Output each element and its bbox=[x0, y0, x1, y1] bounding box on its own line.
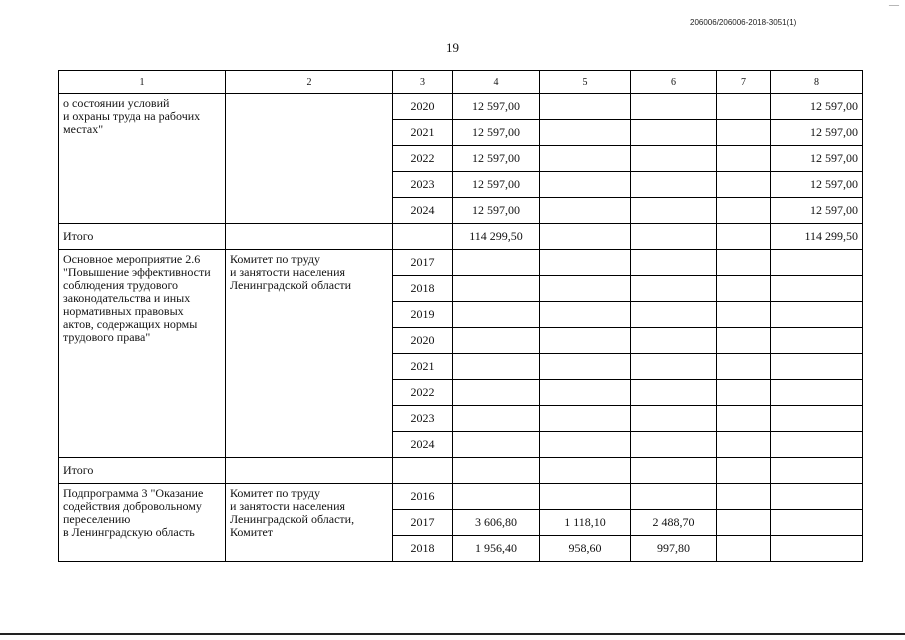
other-cell: 12 597,00 bbox=[771, 172, 863, 198]
year-cell: 2024 bbox=[393, 198, 453, 224]
corner-mark: — bbox=[889, 0, 899, 11]
local-cell bbox=[717, 146, 771, 172]
regional-cell: 2 488,70 bbox=[631, 510, 717, 536]
total-row bbox=[59, 224, 863, 250]
other-cell: 12 597,00 bbox=[771, 120, 863, 146]
other-cell: 114 299,50 bbox=[771, 224, 863, 250]
regional-cell bbox=[631, 94, 717, 120]
col-header: 1 bbox=[59, 71, 226, 94]
scan-edge-line bbox=[0, 633, 905, 635]
other-cell: 12 597,00 bbox=[771, 94, 863, 120]
total-cell: 12 597,00 bbox=[453, 94, 540, 120]
empty-cell bbox=[631, 224, 717, 250]
regional-cell bbox=[631, 146, 717, 172]
empty-cell bbox=[717, 224, 771, 250]
federal-cell bbox=[540, 172, 631, 198]
executor bbox=[226, 94, 393, 224]
other-cell: 12 597,00 bbox=[771, 198, 863, 224]
page-number: 19 bbox=[446, 40, 459, 55]
total-cell: 1 956,40 bbox=[453, 536, 540, 562]
total-cell: 3 606,80 bbox=[453, 510, 540, 536]
year-cell: 2017 bbox=[393, 510, 453, 536]
program-name: Подпрограмма 3 "Оказание содействия добровольному переселению в Ленинградскую область bbox=[59, 484, 226, 562]
total-cell: 12 597,00 bbox=[453, 198, 540, 224]
local-cell bbox=[717, 484, 771, 510]
program-name: Основное мероприятие 2.6 "Повышение эффективности соблюдения трудового законодательства и иных нормативных правовых актов, содержащих нормы трудового права" bbox=[59, 250, 226, 458]
col-header: 7 bbox=[717, 71, 771, 94]
year-cell: 2018 bbox=[393, 276, 453, 302]
total-label: Итого bbox=[59, 458, 226, 484]
local-cell bbox=[717, 172, 771, 198]
federal-cell bbox=[540, 94, 631, 120]
col-header: 8 bbox=[771, 71, 863, 94]
table-row bbox=[59, 94, 863, 120]
year-cell: 2021 bbox=[393, 120, 453, 146]
federal-cell bbox=[540, 120, 631, 146]
federal-cell bbox=[540, 198, 631, 224]
total-cell bbox=[453, 484, 540, 510]
total-cell: 12 597,00 bbox=[453, 146, 540, 172]
federal-cell: 958,60 bbox=[540, 536, 631, 562]
year-cell: 2023 bbox=[393, 172, 453, 198]
total-label: Итого bbox=[59, 224, 226, 250]
empty-cell bbox=[393, 224, 453, 250]
total-cell: 114 299,50 bbox=[453, 224, 540, 250]
col-header: 3 bbox=[393, 71, 453, 94]
local-cell bbox=[717, 536, 771, 562]
col-header: 5 bbox=[540, 71, 631, 94]
col-header: 2 bbox=[226, 71, 393, 94]
year-cell: 2023 bbox=[393, 406, 453, 432]
table-row bbox=[59, 250, 863, 276]
year-cell: 2016 bbox=[393, 484, 453, 510]
table-row bbox=[59, 484, 863, 510]
year-cell: 2021 bbox=[393, 354, 453, 380]
year-cell: 2024 bbox=[393, 432, 453, 458]
federal-cell bbox=[540, 484, 631, 510]
local-cell bbox=[717, 510, 771, 536]
other-cell bbox=[771, 510, 863, 536]
year-cell: 2017 bbox=[393, 250, 453, 276]
regional-cell bbox=[631, 484, 717, 510]
local-cell bbox=[717, 198, 771, 224]
executor: Комитет по труду и занятости населения Ленинградской области bbox=[226, 250, 393, 458]
local-cell bbox=[717, 94, 771, 120]
year-cell: 2020 bbox=[393, 328, 453, 354]
year-cell: 2022 bbox=[393, 146, 453, 172]
regional-cell bbox=[631, 172, 717, 198]
regional-cell bbox=[631, 198, 717, 224]
federal-cell bbox=[540, 146, 631, 172]
empty-cell bbox=[540, 224, 631, 250]
other-cell bbox=[771, 484, 863, 510]
document-id: 206006/206006-2018-3051(1) bbox=[690, 18, 797, 27]
executor: Комитет по труду и занятости населения Ленинградской области, Комитет bbox=[226, 484, 393, 562]
total-cell: 12 597,00 bbox=[453, 172, 540, 198]
federal-cell: 1 118,10 bbox=[540, 510, 631, 536]
year-cell: 2019 bbox=[393, 302, 453, 328]
local-cell bbox=[717, 120, 771, 146]
regional-cell bbox=[631, 120, 717, 146]
empty-cell bbox=[226, 224, 393, 250]
year-cell: 2022 bbox=[393, 380, 453, 406]
year-cell: 2020 bbox=[393, 94, 453, 120]
year-cell: 2018 bbox=[393, 536, 453, 562]
col-header: 6 bbox=[631, 71, 717, 94]
col-header: 4 bbox=[453, 71, 540, 94]
total-cell: 12 597,00 bbox=[453, 120, 540, 146]
regional-cell: 997,80 bbox=[631, 536, 717, 562]
program-name: о состоянии условий и охраны труда на рабочих местах" bbox=[59, 94, 226, 224]
column-numbers-row bbox=[59, 71, 863, 94]
other-cell: 12 597,00 bbox=[771, 146, 863, 172]
budget-table bbox=[58, 70, 863, 562]
other-cell bbox=[771, 536, 863, 562]
total-row bbox=[59, 458, 863, 484]
